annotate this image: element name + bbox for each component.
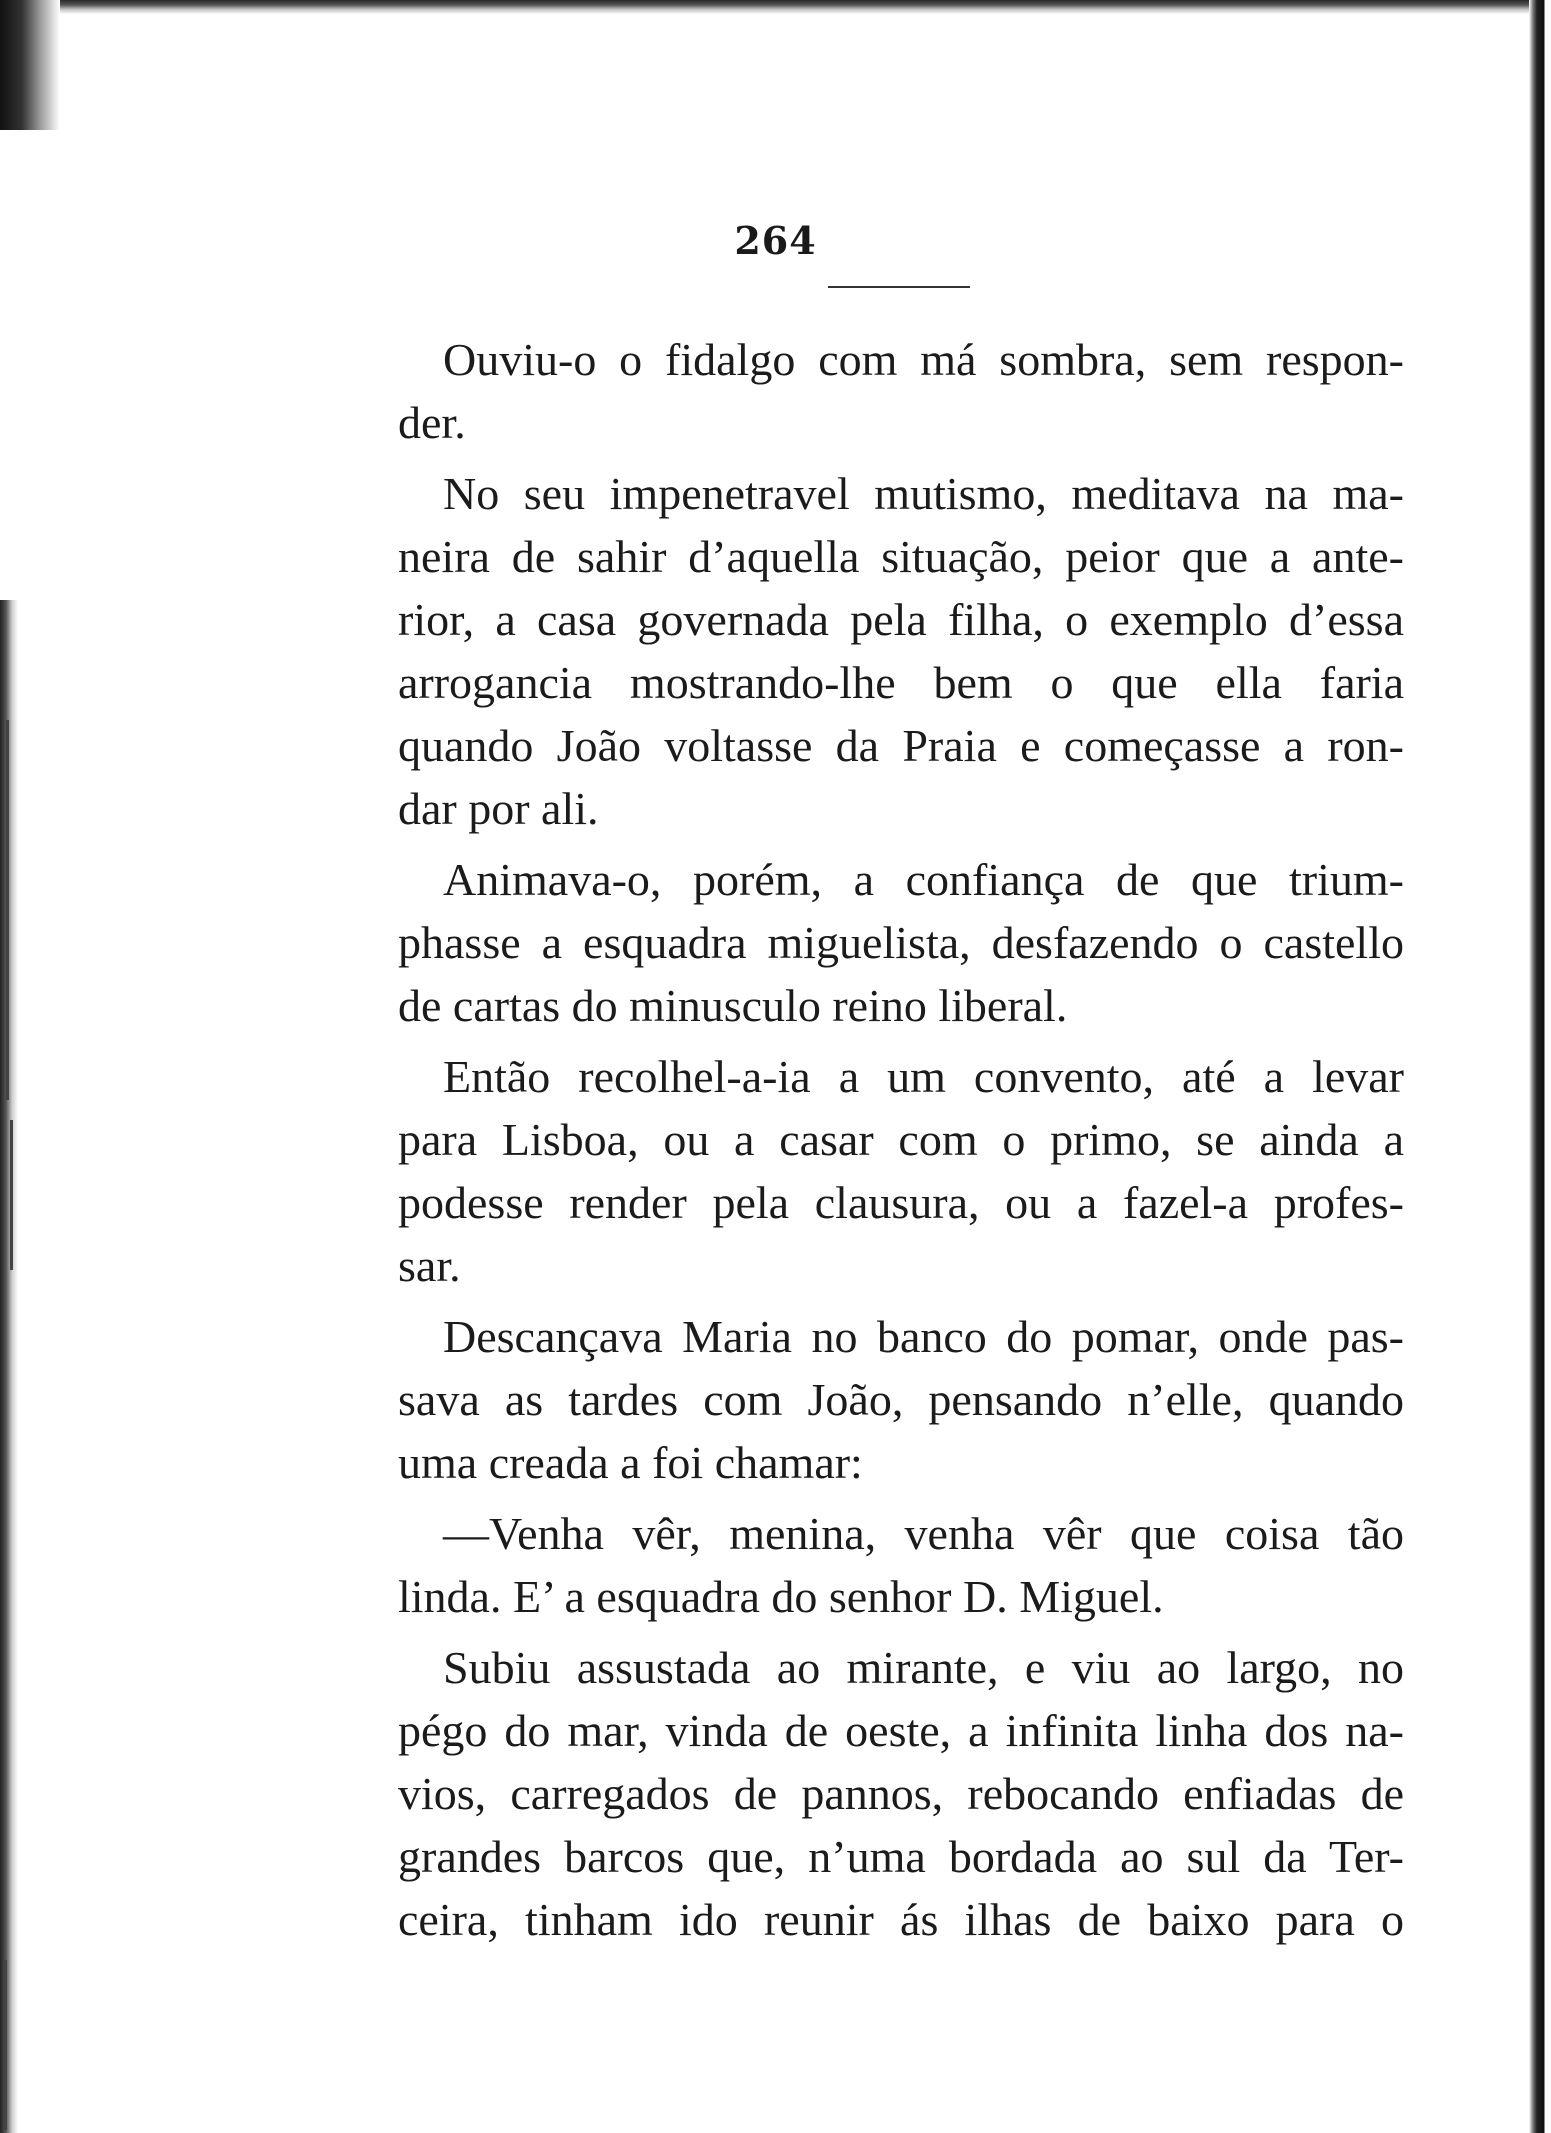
body-text	[398, 328, 1404, 1951]
header-rule	[828, 286, 970, 288]
text-line: Subiu assustada ao mirante, e viu ao largo, no	[443, 1642, 1404, 1693]
scan-top-edge	[0, 0, 1551, 14]
text-line: der.	[398, 397, 466, 448]
scan-binding-corner	[0, 0, 60, 130]
scan-binding-mark	[6, 720, 9, 1100]
text-line: phasse a esquadra miguelista, desfazendo o castello	[398, 917, 1404, 968]
text-line: podesse render pela clausura, ou a fazel-a profes-	[398, 1177, 1404, 1228]
text-line: neira de sahir d’aquella situação, peior que a ante-	[398, 531, 1404, 582]
text-line: Descançava Maria no banco do pomar, onde pas-	[443, 1311, 1404, 1362]
text-line: quando João voltasse da Praia e começasse a ron-	[398, 720, 1404, 771]
scan-right-edge	[1529, 0, 1551, 2133]
text-line: pégo do mar, vinda de oeste, a infinita linha dos na-	[398, 1705, 1404, 1756]
scan-binding-edge	[0, 600, 18, 2133]
text-line: No seu impenetravel mutismo, meditava na ma-	[443, 468, 1404, 519]
text-line: Ouviu-o o fidalgo com má sombra, sem respon-	[443, 334, 1404, 385]
text-line: sava as tardes com João, pensando n’elle, quando	[398, 1374, 1404, 1425]
page-number: 264	[734, 218, 817, 263]
text-line: para Lisboa, ou a casar com o primo, se ainda a	[398, 1114, 1404, 1165]
text-line: grandes barcos que, n’uma bordada ao sul da Ter-	[398, 1831, 1404, 1882]
text-line: ceira, tinham ido reunir ás ilhas de baixo para o	[398, 1894, 1404, 1945]
scan-binding-mark	[10, 1120, 13, 1270]
text-line: linda. E’ a esquadra do senhor D. Miguel.	[398, 1571, 1164, 1622]
text-line: Animava-o, porém, a confiança de que trium-	[443, 854, 1404, 905]
text-line: de cartas do minusculo reino liberal.	[398, 980, 1068, 1031]
text-line: dar por ali.	[398, 783, 599, 834]
text-line: rior, a casa governada pela filha, o exemplo d’essa	[398, 594, 1404, 645]
text-line: —Venha vêr, menina, venha vêr que coisa tão	[443, 1508, 1404, 1559]
text-line: uma creada a foi chamar:	[398, 1437, 863, 1488]
scan-binding-mark	[4, 1960, 7, 2130]
text-line: Então recolhel-a-ia a um convento, até a levar	[443, 1051, 1404, 1102]
text-line: vios, carregados de pannos, rebocando enfiadas de	[398, 1768, 1404, 1819]
text-line: arrogancia mostrando-lhe bem o que ella faria	[398, 657, 1404, 708]
text-line: sar.	[398, 1240, 461, 1291]
